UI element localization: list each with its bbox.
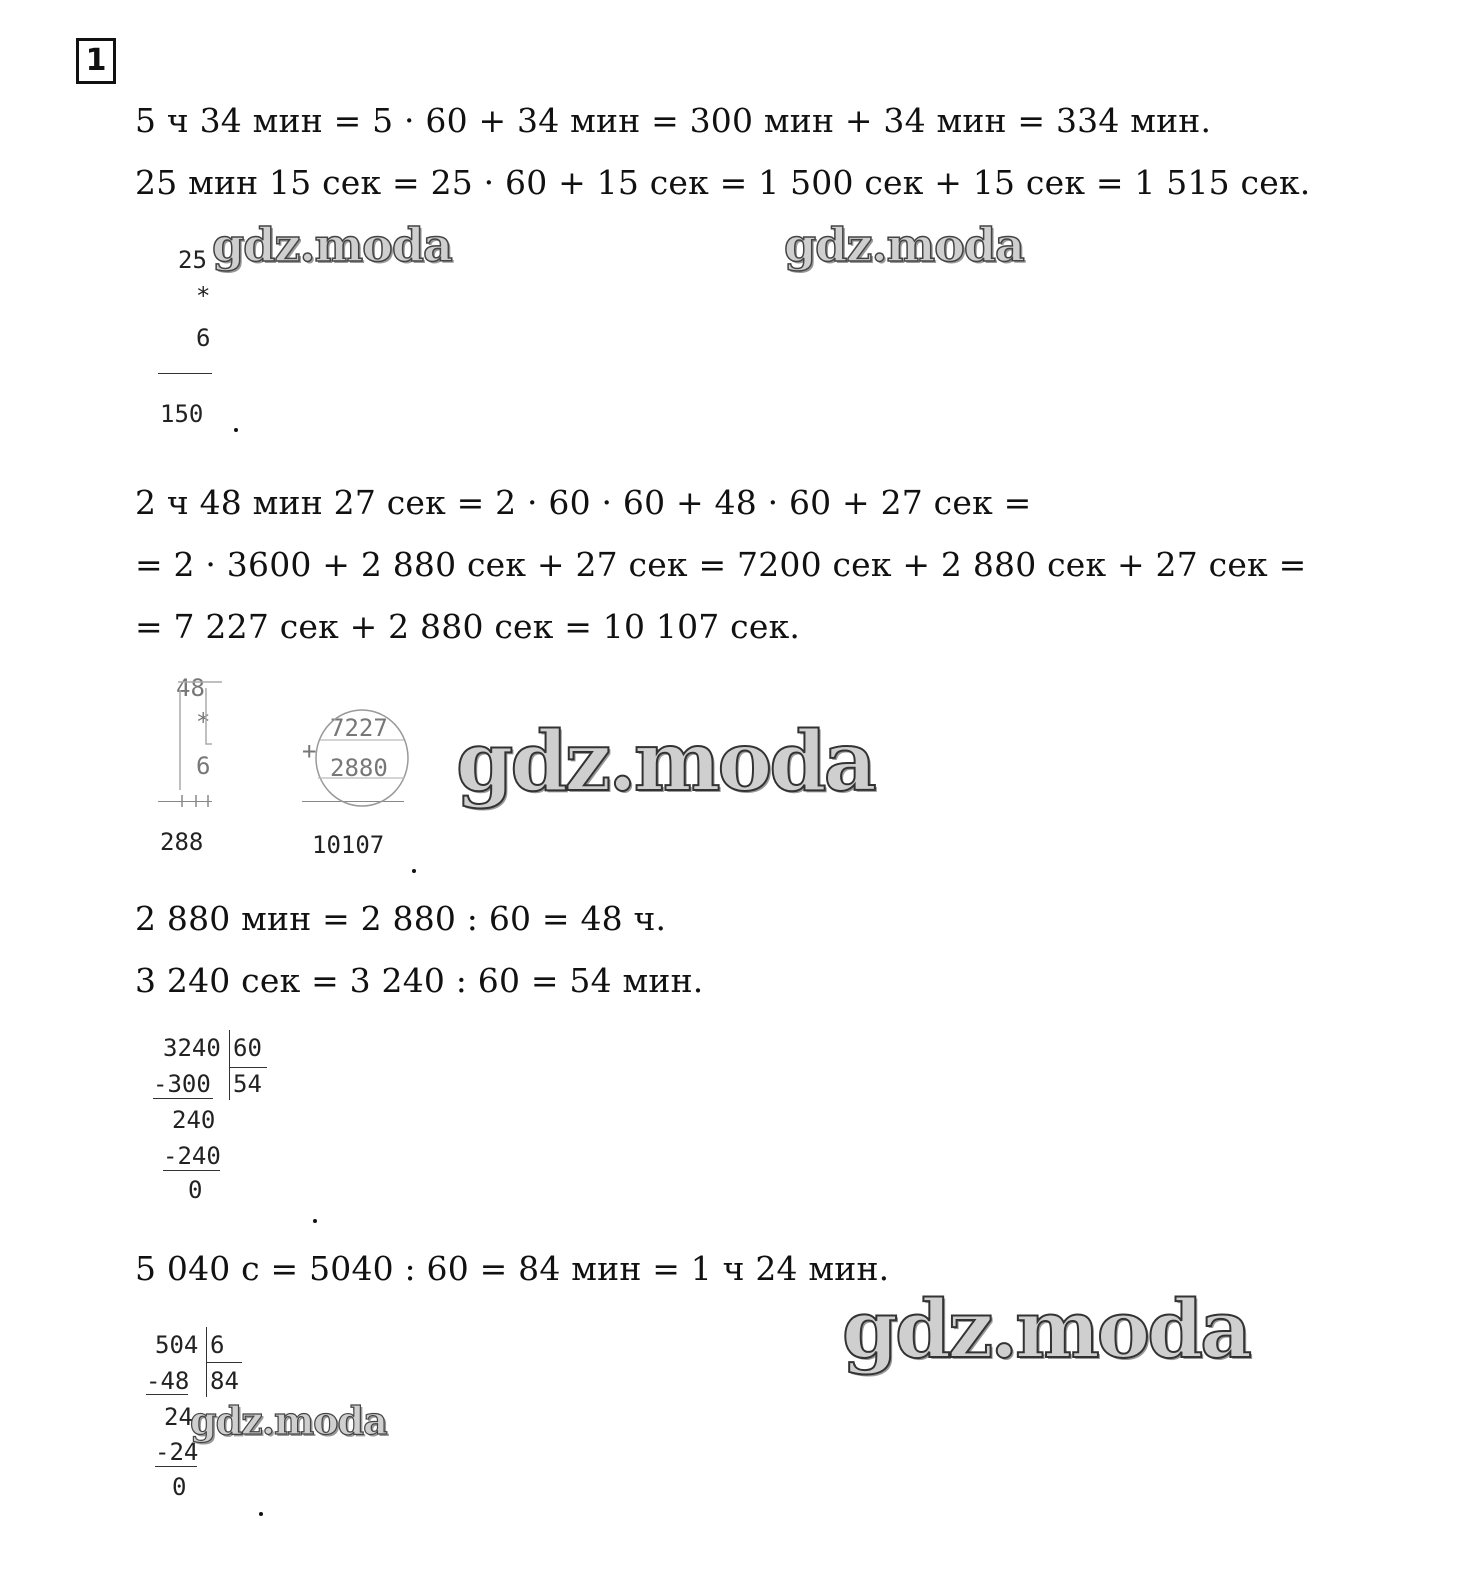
div2-quotient: 84 bbox=[210, 1367, 239, 1395]
equation-line-2: 25 мин 15 сек = 25 · 60 + 15 сек = 1 500 сек + 15 сек = 1 515 сек. bbox=[135, 163, 1311, 202]
watermark-5: gdz.moda bbox=[190, 1398, 387, 1443]
equation-line-3: 2 ч 48 мин 27 сек = 2 · 60 · 60 + 48 · 60 + 27 сек = bbox=[135, 483, 1032, 522]
div2-step-rule-2 bbox=[155, 1466, 197, 1467]
div1-step-1: -300 bbox=[153, 1070, 211, 1098]
div2-step-3: -24 bbox=[155, 1438, 199, 1466]
calc3-circle-artifact bbox=[316, 710, 408, 806]
calc3-result: 10107 bbox=[312, 831, 385, 859]
div1-step-rule-2 bbox=[163, 1170, 220, 1171]
div2-divisor-rule bbox=[206, 1362, 242, 1363]
calc3-operand-b: 2880 bbox=[330, 754, 388, 782]
div1-step-3: -240 bbox=[163, 1142, 221, 1170]
calc3-operand-a: 7227 bbox=[330, 714, 388, 742]
calc2-operand-a: 48 bbox=[176, 674, 205, 702]
equation-line-6: 2 880 мин = 2 880 : 60 = 48 ч. bbox=[135, 899, 667, 938]
equation-line-4: = 2 · 3600 + 2 880 сек + 27 сек = 7200 сек + 2 880 сек + 27 сек = bbox=[135, 545, 1307, 584]
div1-step-rule-1 bbox=[153, 1098, 213, 1099]
div1-dot bbox=[313, 1219, 317, 1223]
calc2-operand-b: 6 bbox=[196, 752, 211, 780]
equation-line-1: 5 ч 34 мин = 5 · 60 + 34 мин = 300 мин + 34 мин = 334 мин. bbox=[135, 101, 1212, 140]
calc2-result: 288 bbox=[160, 828, 204, 856]
div2-dividend: 504 bbox=[155, 1331, 199, 1359]
calc1-operand-b: 6 bbox=[196, 324, 211, 352]
div1-divisor-rule bbox=[229, 1067, 267, 1068]
watermark-3: gdz.moda bbox=[456, 714, 874, 810]
div1-quotient: 54 bbox=[233, 1070, 262, 1098]
div1-remainder: 0 bbox=[188, 1176, 203, 1204]
watermark-1: gdz.moda bbox=[212, 218, 452, 272]
calc1-result: 150 bbox=[160, 400, 204, 428]
equation-line-5: = 7 227 сек + 2 880 сек = 10 107 сек. bbox=[135, 607, 801, 646]
calc2-grid-artifact bbox=[178, 682, 222, 790]
div2-remainder: 0 bbox=[172, 1473, 187, 1501]
equation-line-8: 5 040 с = 5040 : 60 = 84 мин = 1 ч 24 мин. bbox=[135, 1249, 890, 1288]
div1-dividend: 3240 bbox=[163, 1034, 221, 1062]
div1-step-2: 240 bbox=[172, 1106, 216, 1134]
div1-divisor: 60 bbox=[233, 1034, 262, 1062]
calc1-operand-a: 25 bbox=[178, 246, 207, 274]
div2-divisor: 6 bbox=[210, 1331, 225, 1359]
calc2-operator: * bbox=[196, 708, 211, 736]
watermark-2: gdz.moda bbox=[784, 218, 1024, 272]
calc3-operator: + bbox=[302, 737, 317, 765]
equation-line-7: 3 240 сек = 3 240 : 60 = 54 мин. bbox=[135, 961, 704, 1000]
div1-vertical-rule bbox=[229, 1030, 230, 1100]
div2-step-1: -48 bbox=[146, 1367, 190, 1395]
watermark-4: gdz.moda bbox=[842, 1282, 1249, 1376]
div2-dot bbox=[259, 1512, 263, 1516]
div2-step-rule-1 bbox=[146, 1394, 188, 1395]
calc1-operator: * bbox=[196, 282, 211, 310]
calc2-tick-artifact bbox=[182, 795, 208, 807]
task-number: 1 bbox=[76, 38, 116, 84]
calc3-line-artifact bbox=[318, 740, 404, 778]
div2-step-2: 24 bbox=[164, 1403, 193, 1431]
